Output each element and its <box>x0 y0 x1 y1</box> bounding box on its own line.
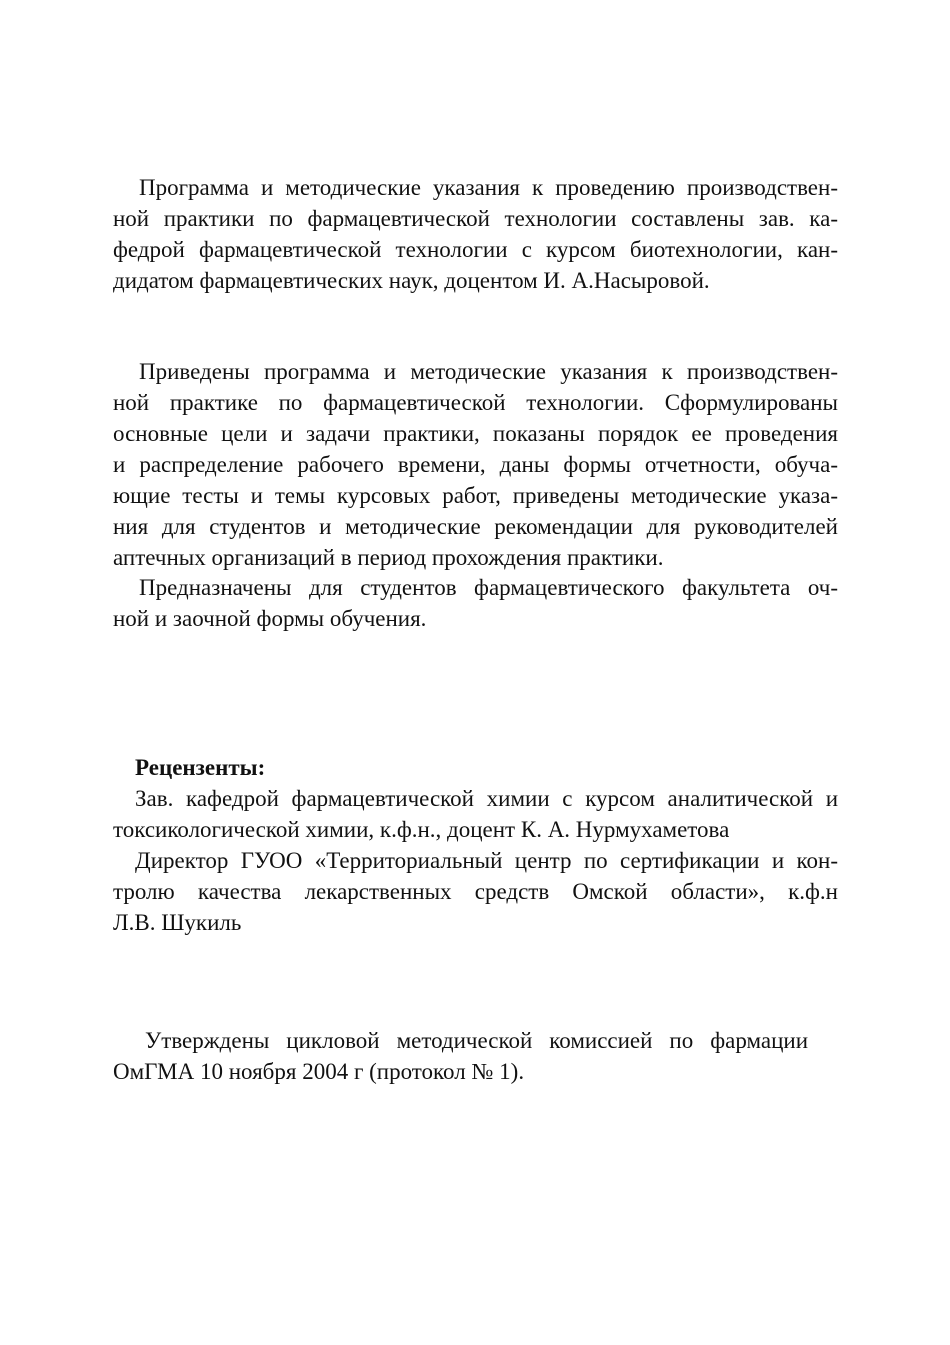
text-line: Зав. кафедрой фармацевтической химии с курсом аналитической и <box>135 786 838 811</box>
text-line: ной и заочной формы обучения. <box>113 606 427 631</box>
text-line: Предназначены для студентов фармацевтического факультета оч- <box>139 575 838 600</box>
text-line: Директор ГУОО «Территориальный центр по сертификации и кон- <box>135 848 838 873</box>
text-line: Приведены программа и методические указания к производствен- <box>139 359 838 384</box>
reviewers-section <box>113 752 838 938</box>
text-line: ющие тесты и темы курсовых работ, приведены методические указа- <box>113 483 838 508</box>
text-line: дидатом фармацевтических наук, доцентом И. А.Насыровой. <box>113 268 710 293</box>
text-line: ной практике по фармацевтической технологии. Сформулированы <box>113 390 838 415</box>
approval-paragraph <box>113 1025 808 1087</box>
reviewers-heading: Рецензенты: <box>135 755 266 780</box>
reviewer-entry <box>113 783 838 845</box>
text-line: ОмГМА 10 ноября 2004 г (протокол № 1). <box>113 1059 525 1084</box>
text-line: основные цели и задачи практики, показаны порядок ее проведения <box>113 421 838 446</box>
audience-paragraph <box>113 572 838 634</box>
text-line: ной практики по фармацевтической технологии составлены зав. ка- <box>113 206 838 231</box>
text-line: ния для студентов и методические рекомендации для руководителей <box>113 514 838 539</box>
text-line: токсикологической химии, к.ф.н., доцент К. А. Нурмухаметова <box>113 817 730 842</box>
annotation-paragraph <box>113 356 838 573</box>
text-line: тролю качества лекарственных средств Омской области», к.ф.н <box>113 879 838 904</box>
text-line: и распределение рабочего времени, даны формы отчетности, обуча- <box>113 452 838 477</box>
text-line: Л.В. Шукиль <box>113 910 242 935</box>
text-line: Программа и методические указания к проведению производствен- <box>139 175 838 200</box>
reviewer-entry <box>113 845 838 938</box>
text-line: аптечных организаций в период прохождения практики. <box>113 545 664 570</box>
text-line: федрой фармацевтической технологии с курсом биотехнологии, кан- <box>113 237 838 262</box>
text-line: Утверждены цикловой методической комиссией по фармации <box>145 1028 808 1053</box>
authorship-paragraph <box>113 172 838 296</box>
